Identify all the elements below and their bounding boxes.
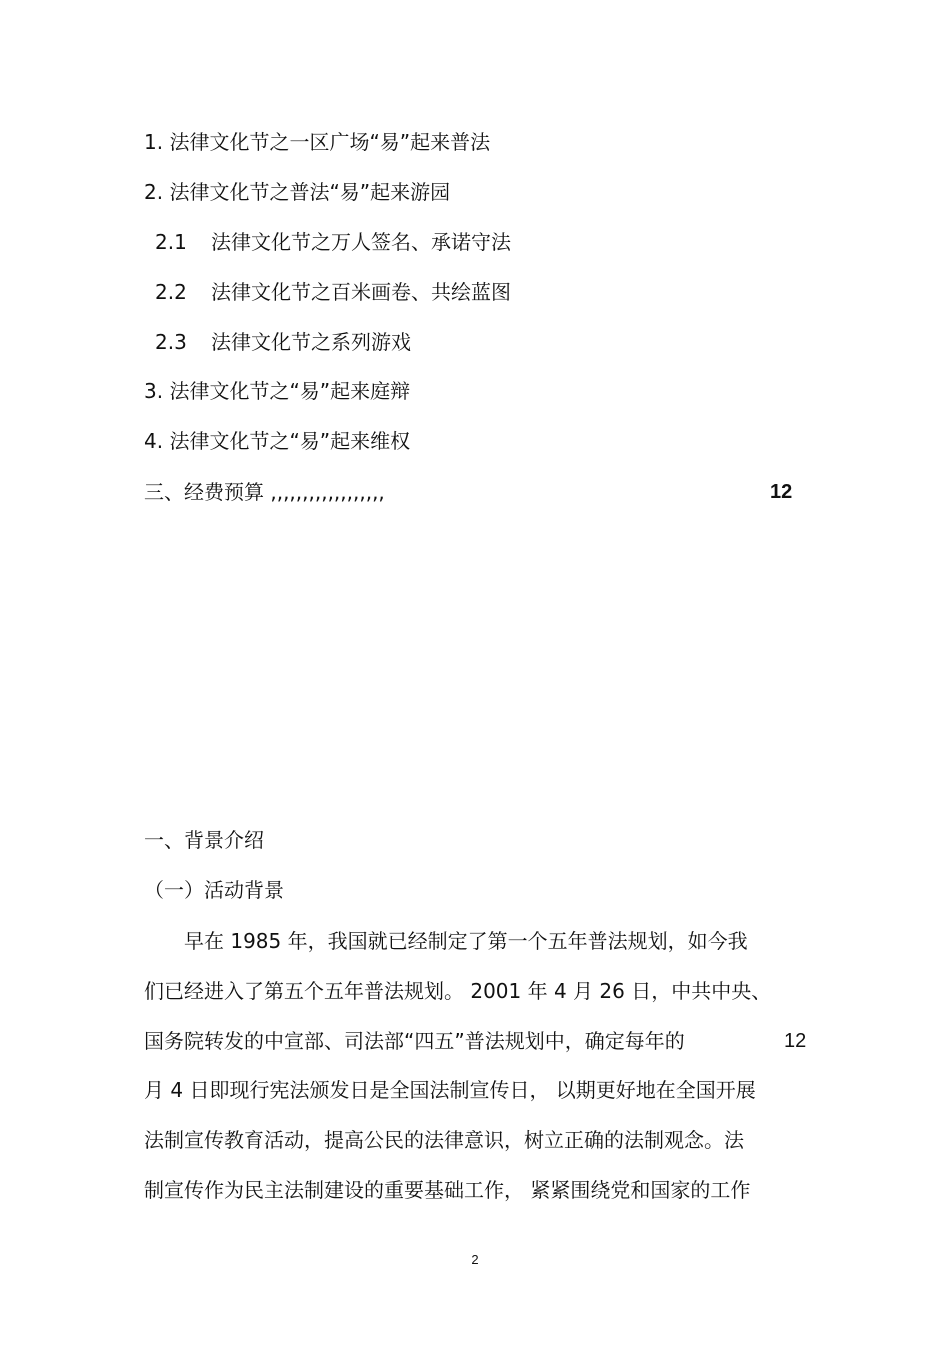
toc-item-text: 法律文化节之万人签名、承诺守法 <box>211 230 511 254</box>
toc-item-text: 2. 法律文化节之普法“易”起来游园 <box>144 180 451 204</box>
body-line-text: 月 4 日即现行宪法颁发日是全国法制宣传日， 以期更好地在全国开展 <box>144 1078 756 1102</box>
toc-item-number: 2.3 <box>155 330 187 354</box>
toc-item-number: 2.2 <box>155 280 187 304</box>
body-line-text: 国务院转发的中宣部、司法部“四五”普法规划中，确定每年的 <box>144 1029 685 1053</box>
body-line-text: 法制宣传教育活动，提高公民的法律意识，树立正确的法制观念。法 <box>144 1128 744 1152</box>
toc-item-2-2 <box>155 280 511 304</box>
body-line-5 <box>144 1128 744 1152</box>
body-line-text: 制宣传作为民主法制建设的重要基础工作， 紧紧围绕党和国家的工作 <box>144 1178 751 1202</box>
toc-item-2-3 <box>155 330 411 354</box>
body-line-text: 早在 1985 年，我国就已经制定了第一个五年普法规划，如今我 <box>184 929 748 953</box>
toc-page-number: 12 <box>770 481 793 503</box>
toc-item-2-1 <box>155 230 511 254</box>
toc-item-text: 法律文化节之百米画卷、共绘蓝图 <box>211 280 511 304</box>
toc-item-budget <box>144 480 804 504</box>
body-line-text: 们已经进入了第五个五年普法规划。 2001 年 4 月 26 日，中共中央、 <box>144 979 772 1003</box>
body-line-2 <box>144 979 771 1003</box>
toc-item-number: 2.1 <box>155 230 187 254</box>
toc-item-3 <box>144 379 410 403</box>
toc-budget-label: 三、经费预算 <box>144 480 264 504</box>
toc-leader-dots: ,,,,,,,,,,,,,,,,,, <box>270 480 385 504</box>
body-line-6 <box>144 1178 750 1202</box>
toc-item-1 <box>144 130 490 154</box>
toc-item-2 <box>144 180 450 204</box>
body-line-4 <box>144 1078 756 1102</box>
toc-item-4 <box>144 429 410 453</box>
section-heading-text: 一、背景介绍 <box>144 828 264 852</box>
toc-item-text: 法律文化节之系列游戏 <box>211 330 411 354</box>
body-line-3 <box>144 1029 808 1053</box>
body-line-tail-number: 12 <box>784 1030 807 1052</box>
toc-item-text: 1. 法律文化节之一区广场“易”起来普法 <box>144 130 491 154</box>
toc-item-text: 3. 法律文化节之“易”起来庭辩 <box>144 379 411 403</box>
subsection-heading-text: （一）活动背景 <box>144 878 284 902</box>
subsection-heading <box>144 878 284 902</box>
section-heading <box>144 828 264 852</box>
toc-item-text: 4. 法律文化节之“易”起来维权 <box>144 429 411 453</box>
page-number: 2 <box>471 1252 479 1267</box>
body-line-1 <box>184 929 748 953</box>
